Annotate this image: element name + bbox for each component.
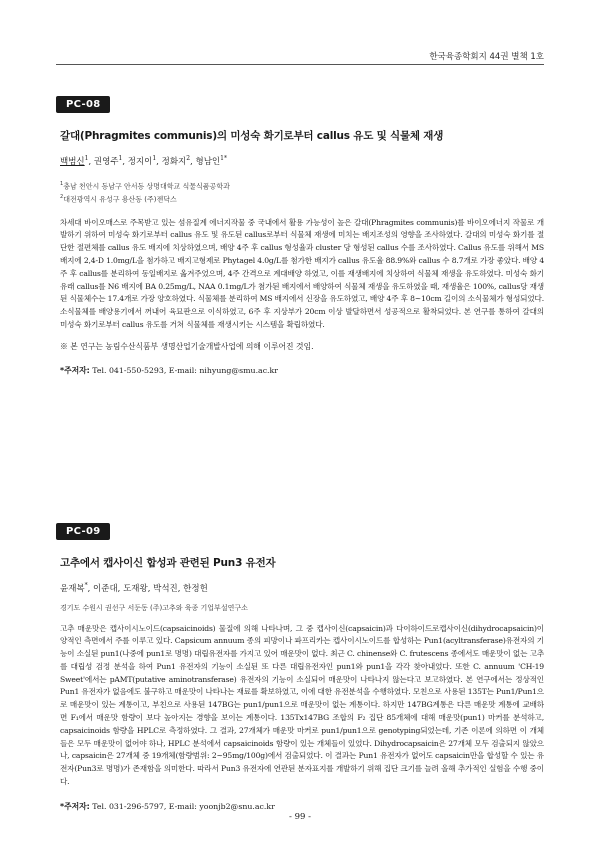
abstract-title: 갈대(Phragmites communis)의 미성숙 화기로부터 callus 유도 및 식물체 재생 xyxy=(60,130,444,142)
contact-info xyxy=(60,365,544,376)
author-list: 윤재복*, 이준대, 도재왕, 박석진, 한정헌 xyxy=(60,582,208,594)
running-header: 한국육종학회지 44권 별책 1호 xyxy=(429,52,544,62)
abstract-pc-08 xyxy=(56,92,544,376)
page-number: - 99 - xyxy=(289,812,311,822)
contact-details: Tel. 031-296-5797, E-mail: yoonjb2@snu.ac.kr xyxy=(92,801,275,811)
abstract-body: 차세대 바이오매스로 주목받고 있는 섬유질계 에너지작물 중 국내에서 활용 가능성이 높은 갈대(Phragmites communis)를 바이오에너지 작물로 개발하기 위하여 미성숙 화기로부터 callus 유도 및 유도된 callus로부터 식물체 재생에 미치는 배지조성의 영향을 조사하였다. 갈대의 미성숙 화기를 절단한 절편체를 callus 유도 배지에 치상하였으며, 배양 4주 후 callus 형성율과 cluster 당 형성된 callus 수를 조사하였다. Callus 유도를 위해서 MS 배지에 2,4-D 1.0mg/L을 첨가하고 배지고형제로 Phytagel 4.0g/L를 첨가한 배지가 callus 유도율 88.9%와 callus 수 8.7개로 가장 좋았다. 배양 4주 후 callus를 분리하여 동일배지로 옮겨주었으며, 4주 간격으로 계대배양 하였고, 이를 재생배지에 치상하여 식물체 재생을 유도하였다. 미성숙 화기 유래 callus를 N6 배지에 BA 0.25mg/L, NAA 0.1mg/L가 첨가된 배지에서 배양하여 식물체 재생을 유도하였을 때, 재생율은 100%, callus당 재생된 식물체수는 17.4개로 가장 양호하였다. 식물체를 분리하여 MS 배지에서 신장을 유도하였고, 배양 4주 후 8~10cm 길이의 소식물체가 형성되었다. 소식물체를 배양용기에서 꺼내어 육묘판으로 이식하였고, 6주 후 지상부가 20cm 이상 발달하면서 성공적으로 활착되었다. 본 연구를 통하여 갈대의 미성숙 화기로부터 callus 유도를 거쳐 식물체를 재생시키는 시스템을 확립하였다. xyxy=(60,217,544,330)
abstract-pc-09 xyxy=(56,519,544,812)
abstract-body: 고추 매운맛은 캡사이시노이드(capsaicinoids) 물질에 의해 나타나며, 그 중 캡사이신(capsaicin)과 다이하이드로캡사이신(dihydrocapsaicin)이 양적인 측면에서 주를 이루고 있다. Capsicum annuum 종의 피망이나 파프리카는 캡사이시노이드를 합성하는 Pun1(acyltransferase)유전자의 기능이 소실된 pun1(나중에 pun1로 명명) 대립유전자를 가지고 있어 매운맛이 없다. 최근 C. chinense와 C. frutescens 종에서도 매운맛이 없는 고추를 대립성 검정 분석을 하여 Pun1 유전자의 기능이 소실된 또 다른 대립유전자인 pun1와 pun1을 각각 찾아내었다. 또한 C. annuum 'CH-19 Sweet'에서는 pAMT(putative aminotransferase) 유전자의 기능이 소실되어 매운맛이 나타나지 않는다고 보고하였다. 본 연구에서는 정상적인 Pun1 유전자가 없음에도 불구하고 매운맛이 나타나는 재료를 확보하였고, 이에 대한 유전분석을 수행하였다. 모친으로 사용된 135T는 Pun1/Pun1으로 매운맛이 있는 계통이고, 부친으로 사용된 147BG는 pun1/pun1으로 매운맛이 없는 계통이다. 하지만 147BG계통은 다른 매운맛 계통에 교배하면 F₁에서 매운맛 함량이 보다 높아지는 경향을 보이는 계통이다. 135Tx147BG 조합의 F₂ 집단 85개체에 대해 매운맛(pun1) 마커를 분석하고, capsaicinoids 함량을 HPLC로 측정하였다. 그 결과, 27개체가 매운맛 마커로 pun1/pun1으로 genotyping되었는데, 기존 이론에 의하면 이 개체들은 모두 매운맛이 없어야 하나, HPLC 분석에서 capsaicinoids 함량이 있는 개체들이 있었다. Dihydrocapsaicin은 27개체 모두 검출되지 않았으나, capsaicin은 27개체 중 19개체(함량범위: 2~95mg/100g)에서 검출되었다. 이 결과는 Pun1 유전자가 없어도 capsaicin만을 합성할 수 있는 유전자(Pun3로 명명)가 존재함을 의미한다. 따라서 Pun3 유전자에 연관된 분자표지를 개발하기 위해 집단 크기를 늘려 올해 추가적인 실험을 수행 중이다. xyxy=(60,623,544,787)
contact-info xyxy=(60,801,544,812)
abstract-title: 고추에서 캡사이신 합성과 관련된 Pun3 유전자 xyxy=(60,557,276,569)
affiliations: $^1$충남 천안시 동남구 안서동 상명대학교 식물식품공학과 $^2$대전광역시 유성구 용산동 (주)젠닥스 xyxy=(60,181,230,204)
abstract-id-badge: PC-08 xyxy=(56,96,110,113)
affiliations: 경기도 수원시 권선구 서둔동 (주)고추와 육종 기업부설연구소 xyxy=(60,604,248,612)
contact-details: Tel. 041-550-5293, E-mail: nihyung@smu.ac.kr xyxy=(92,365,278,375)
funding-note: ※ 본 연구는 농림수산식품부 생명산업기술개발사업에 의해 이루어진 것임. xyxy=(60,341,314,351)
contact-label: *주저자: xyxy=(60,365,90,375)
header-rule xyxy=(56,64,544,65)
contact-label: *주저자: xyxy=(60,801,90,811)
author-list: 백범신$^1$, 권영주$^1$, 정지이$^1$, 정화지$^2$, 형남인$^{1*}$ xyxy=(60,155,227,167)
abstract-id-badge: PC-09 xyxy=(56,523,110,540)
